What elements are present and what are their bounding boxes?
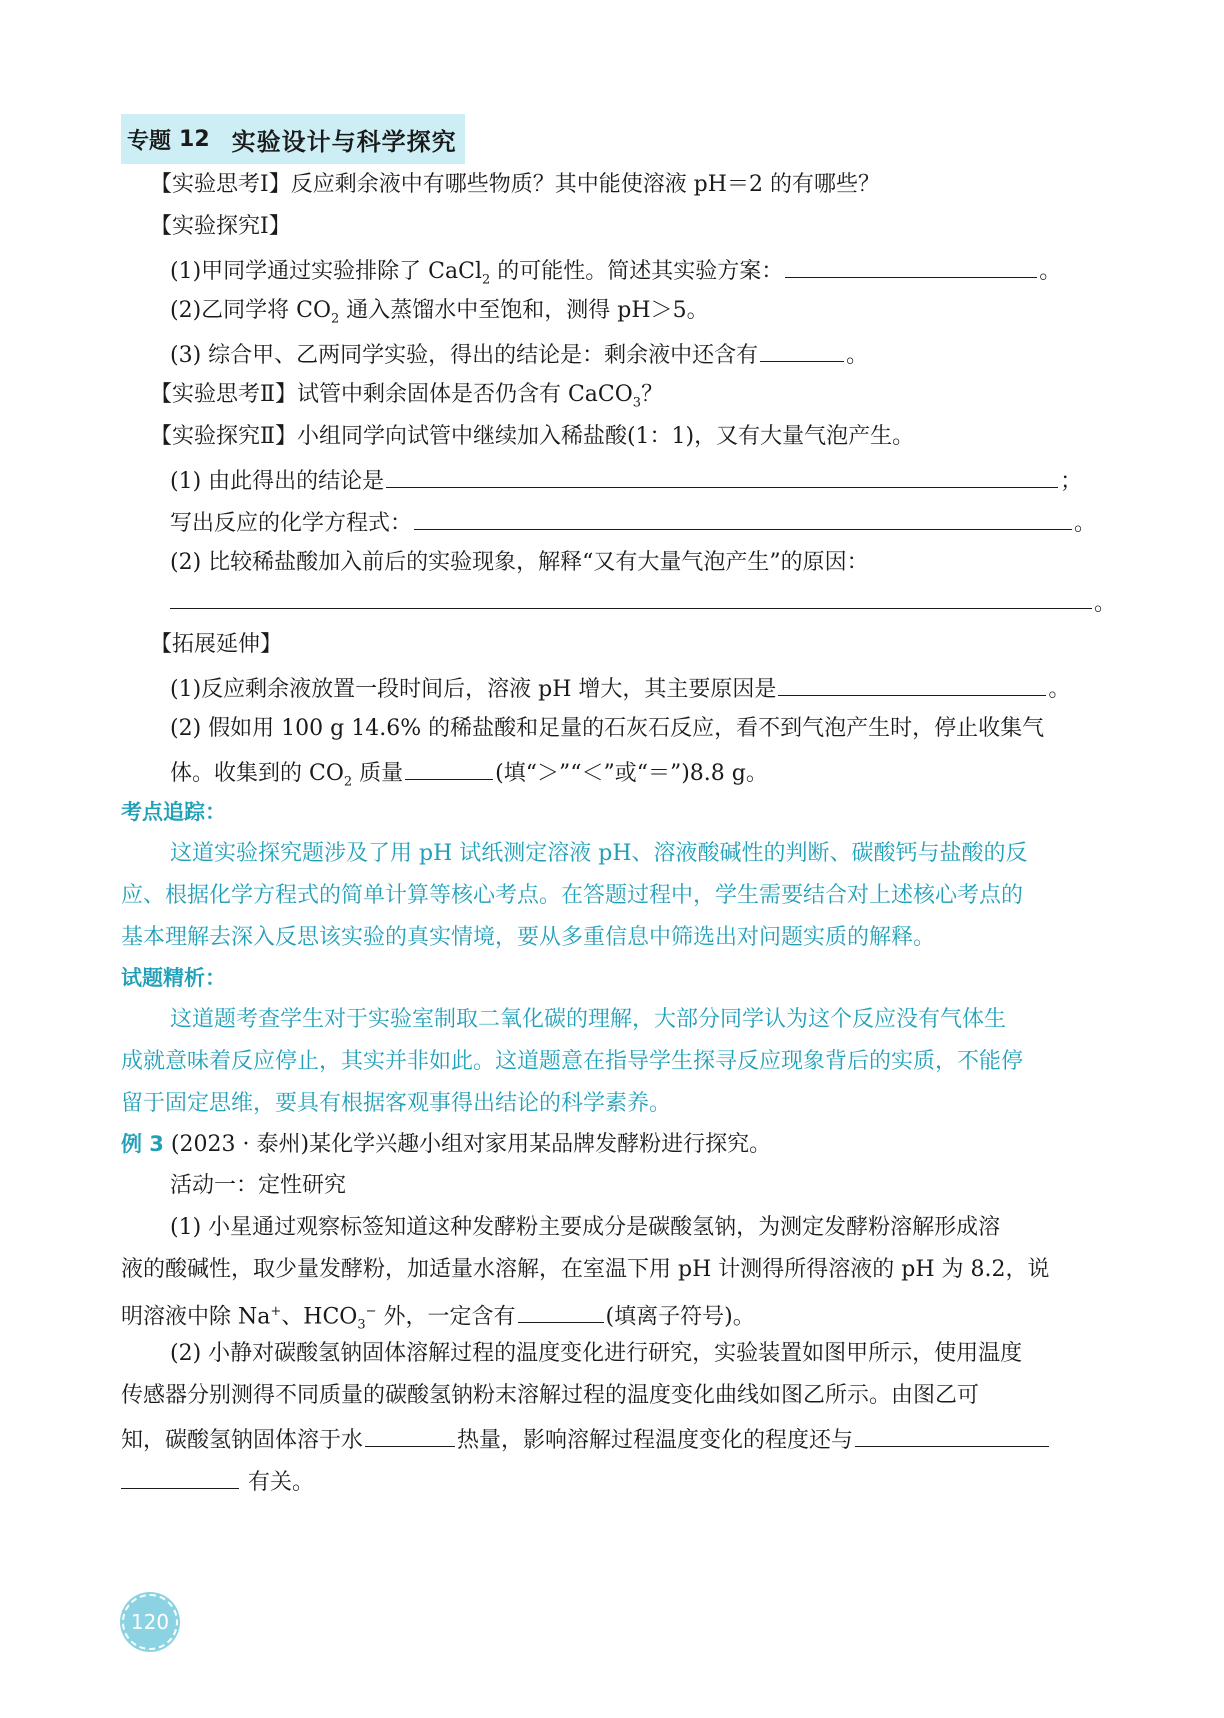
answer-rule[interactable] xyxy=(170,608,1092,609)
kaodian-line-1: 这道实验探究题涉及了用 pH 试纸测定溶液 pH、溶液酸碱性的判断、碳酸钙与盐酸的反 xyxy=(170,841,1028,866)
text: (1)甲同学通过实验排除了 CaCl xyxy=(170,259,482,284)
subscript: 3 xyxy=(357,1317,366,1333)
superscript: − xyxy=(365,1304,377,1319)
section-header xyxy=(121,114,465,164)
explore1-heading: 【实验探究Ⅰ】 xyxy=(150,214,291,239)
extension-heading: 【拓展延伸】 xyxy=(150,632,283,657)
answer-blank[interactable] xyxy=(760,337,844,362)
kaodian-line-2: 应、根据化学方程式的简单计算等核心考点。在答题过程中，学生需要结合对上述核心考点的 xyxy=(121,883,1024,908)
subscript: 2 xyxy=(343,774,353,790)
text: 质量 xyxy=(352,761,404,786)
subscript: 2 xyxy=(331,311,340,327)
period: 。 xyxy=(1094,591,1117,616)
subscript: 3 xyxy=(632,395,642,411)
extension-item-1 xyxy=(170,671,1070,703)
answer-blank[interactable] xyxy=(365,1422,455,1447)
explore1-item-1 xyxy=(170,253,1062,288)
a1-line-2: 液的酸碱性，取少量发酵粉，加适量水溶解，在室温下用 pH 计测得所得溶液的 pH 为 8.2，说 xyxy=(121,1257,1050,1282)
a2-line-3 xyxy=(121,1422,1051,1454)
text: 通入蒸馏水中至饱和，测得 pH＞5。 xyxy=(339,298,709,323)
answer-blank[interactable] xyxy=(121,1464,239,1489)
text: 。 xyxy=(1048,677,1071,702)
page-number-badge: 120 xyxy=(122,1594,178,1650)
section-number: 12 xyxy=(179,126,210,152)
a1-line-3 xyxy=(121,1296,755,1333)
a2-line-1: (2) 小静对碳酸氢钠固体溶解过程的温度变化进行研究，实验装置如图甲所示，使用温度 xyxy=(170,1341,1023,1366)
text: (3) 综合甲、乙两同学实验，得出的结论是：剩余液中还含有 xyxy=(170,343,759,368)
superscript: + xyxy=(270,1304,282,1319)
kaodian-label: 考点追踪： xyxy=(121,800,226,824)
text: 有关。 xyxy=(241,1470,314,1495)
text: 的可能性。简述其实验方案： xyxy=(490,259,784,284)
text: (2023 · 泰州)某化学兴趣小组对家用某品牌发酵粉进行探究。 xyxy=(163,1132,772,1157)
subscript: 2 xyxy=(481,272,491,288)
jingxi-line-1: 这道题考查学生对于实验室制取二氧化碳的理解，大部分同学认为这个反应没有气体生 xyxy=(170,1007,1007,1032)
text: (1) 由此得出的结论是 xyxy=(170,469,385,494)
think1-line: 【实验思考Ⅰ】反应剩余液中有哪些物质？其中能使溶液 pH＝2 的有哪些？ xyxy=(150,172,880,197)
extension-item-2-cont xyxy=(170,755,768,790)
think2-line xyxy=(150,379,663,411)
text: 明溶液中除 Na xyxy=(121,1304,271,1330)
jingxi-label: 试题精析： xyxy=(121,966,226,990)
text: ？ xyxy=(641,382,664,407)
explore2-item-2: (2) 比较稀盐酸加入前后的实验现象，解释“又有大量气泡产生”的原因： xyxy=(170,550,869,575)
activity-1-heading: 活动一：定性研究 xyxy=(170,1173,347,1198)
text: 【实验思考Ⅱ】试管中剩余固体是否仍含有 CaCO xyxy=(150,382,633,407)
explore1-item-2 xyxy=(170,295,709,327)
text: (1)反应剩余液放置一段时间后，溶液 pH 增大，其主要原因是 xyxy=(170,677,777,702)
explore1-item-3 xyxy=(170,337,868,369)
answer-blank[interactable] xyxy=(518,1298,604,1323)
answer-blank[interactable] xyxy=(405,755,493,780)
answer-blank[interactable] xyxy=(414,505,1072,530)
a2-line-2: 传感器分别测得不同质量的碳酸氢钠粉末溶解过程的温度变化曲线如图乙所示。由图乙可 xyxy=(121,1383,980,1408)
a1-line-1: (1) 小星通过观察标签知道这种发酵粉主要成分是碳酸氢钠，为测定发酵粉溶解形成溶 xyxy=(170,1215,1001,1240)
extension-item-2: (2) 假如用 100 g 14.6% 的稀盐酸和足量的石灰石反应，看不到气泡产生时，停止收集气 xyxy=(170,716,1045,741)
example-3-intro xyxy=(121,1128,771,1160)
example-label: 例 3 xyxy=(121,1132,164,1156)
text: 。 xyxy=(846,343,869,368)
text: 知，碳酸氢钠固体溶于水 xyxy=(121,1428,364,1453)
text: (2)乙同学将 CO xyxy=(170,298,332,323)
text: (填离子符号)。 xyxy=(605,1304,755,1330)
text: 体。收集到的 CO xyxy=(170,761,344,786)
explore2-item-1 xyxy=(170,463,1082,495)
explore2-equation xyxy=(170,505,1096,537)
answer-blank[interactable] xyxy=(855,1422,1049,1447)
text: 写出反应的化学方程式： xyxy=(170,511,413,536)
answer-blank[interactable] xyxy=(785,253,1037,278)
explore2-line: 【实验探究Ⅱ】小组同学向试管中继续加入稀盐酸(1：1)，又有大量气泡产生。 xyxy=(150,424,915,449)
a2-line-4 xyxy=(121,1464,314,1496)
section-tag: 专题 xyxy=(127,128,172,154)
text: 外，一定含有 xyxy=(376,1304,516,1330)
text: (填“＞”“＜”或“＝”)8.8 g。 xyxy=(495,761,768,786)
text: 。 xyxy=(1039,259,1062,284)
text: 、HCO xyxy=(281,1304,358,1330)
text: 。 xyxy=(1074,511,1097,536)
answer-blank[interactable] xyxy=(778,671,1046,696)
text: ； xyxy=(1060,469,1083,494)
section-title: 实验设计与科学探究 xyxy=(231,127,457,156)
answer-blank[interactable] xyxy=(386,463,1058,488)
jingxi-line-3: 留于固定思维，要具有根据客观事得出结论的科学素养。 xyxy=(121,1091,672,1116)
kaodian-line-3: 基本理解去深入反思该实验的真实情境，要从多重信息中筛选出对问题实质的解释。 xyxy=(121,925,936,950)
text: 热量，影响溶解过程温度变化的程度还与 xyxy=(457,1428,854,1453)
jingxi-line-2: 成就意味着反应停止，其实并非如此。这道题意在指导学生探寻反应现象背后的实质，不能停 xyxy=(121,1049,1024,1074)
